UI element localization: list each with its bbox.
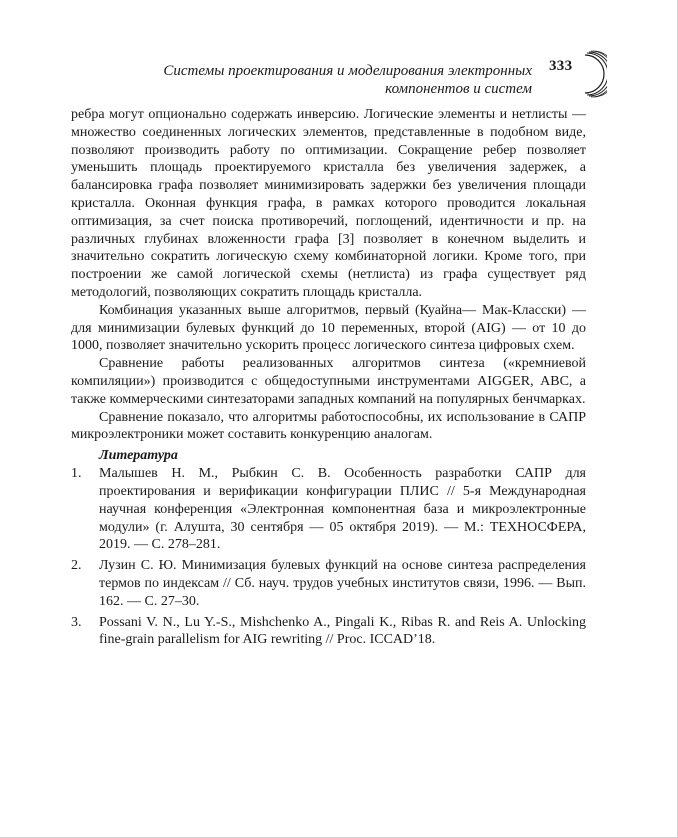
reference-number: 1.: [71, 466, 82, 482]
reference-item: [71, 557, 586, 610]
paragraph: Сравнение показало, что алгоритмы работоспособны, их использование в САПР микроэлектроники может составить конкуренцию аналогам.: [71, 409, 586, 443]
paragraph: Комбинация указанных выше алгоритмов, первый (Куайна— Мак-Класски) — для минимизации булевых функций до 10 переменных, второй (AIG) — от 10 до 1000, позволяет значительно ускорить процесс логического синтеза цифровых схем.: [71, 302, 586, 354]
reference-item: [71, 614, 586, 650]
reference-text: Possani V. N., Lu Y.-S., Mishchenko A., Pingali K., Ribas R. and Reis A. Unlocking fine-grain parallelism for AIG rewriting // Proc. ICCAD’18.: [99, 614, 586, 648]
reference-text: Лузин С. Ю. Минимизация булевых функций на основе синтеза распределения термов по индексам // Сб. науч. трудов учебных институтов связи, 1996. — Вып. 162. — С. 27–30.: [99, 558, 586, 609]
reference-text: Малышев Н. М., Рыбкин С. В. Особенность разработки САПР для проектирования и верификации конфигурации ПЛИС // 5-я Международная научная конференция «Электронная компонентная база и микроэлектронные модули» (г. Алушта, 30 сентября — 05 октября 2019). — М.: ТЕХНОСФЕРА, 2019. — С. 278–281.: [99, 466, 586, 553]
references-heading: Литература: [99, 448, 178, 464]
reference-number: 3.: [71, 614, 82, 630]
page-number: 333: [549, 58, 573, 74]
paragraph: Сравнение работы реализованных алгоритмов синтеза («кремниевой компиляции») производится с общедоступными инструментами AIGGER, ABC, а также коммерческими синтезаторами западных компаний на популярных бенчмарках.: [71, 356, 586, 407]
running-head-title: Системы проектирования и моделирования электронных компонентов и систем: [163, 63, 532, 97]
references-list: [71, 465, 586, 649]
page-number-block: [545, 50, 607, 98]
reference-item: [71, 465, 586, 554]
main-text: [71, 106, 586, 652]
reference-number: 2.: [71, 558, 82, 574]
paragraph: ребра могут опционально содержать инверсию. Логические элементы и нетлисты — множество соединенных логических элементов, представленные в подобном виде, позволяют производить работу по оптимизации. Сокращение ребер позволяет уменьшить площадь проектируемого кристалла без увеличения задержек, а балансировка графа позволяет минимизировать задержки без увеличения площади кристалла. Оконная функция графа, в рамках которого проводится локальная оптимизация, за счет поиска противоречий, поглощений, идентичности и пр. на различных глубинах вложенности графа [3] позволяет в конечном выделить и значительно сократить логическую схему комбинаторной логики. Кроме того, при построении же самой логической схемы (нетлиста) из графа существует ряд методологий, позволяющих сократить площадь кристалла.: [71, 107, 586, 300]
